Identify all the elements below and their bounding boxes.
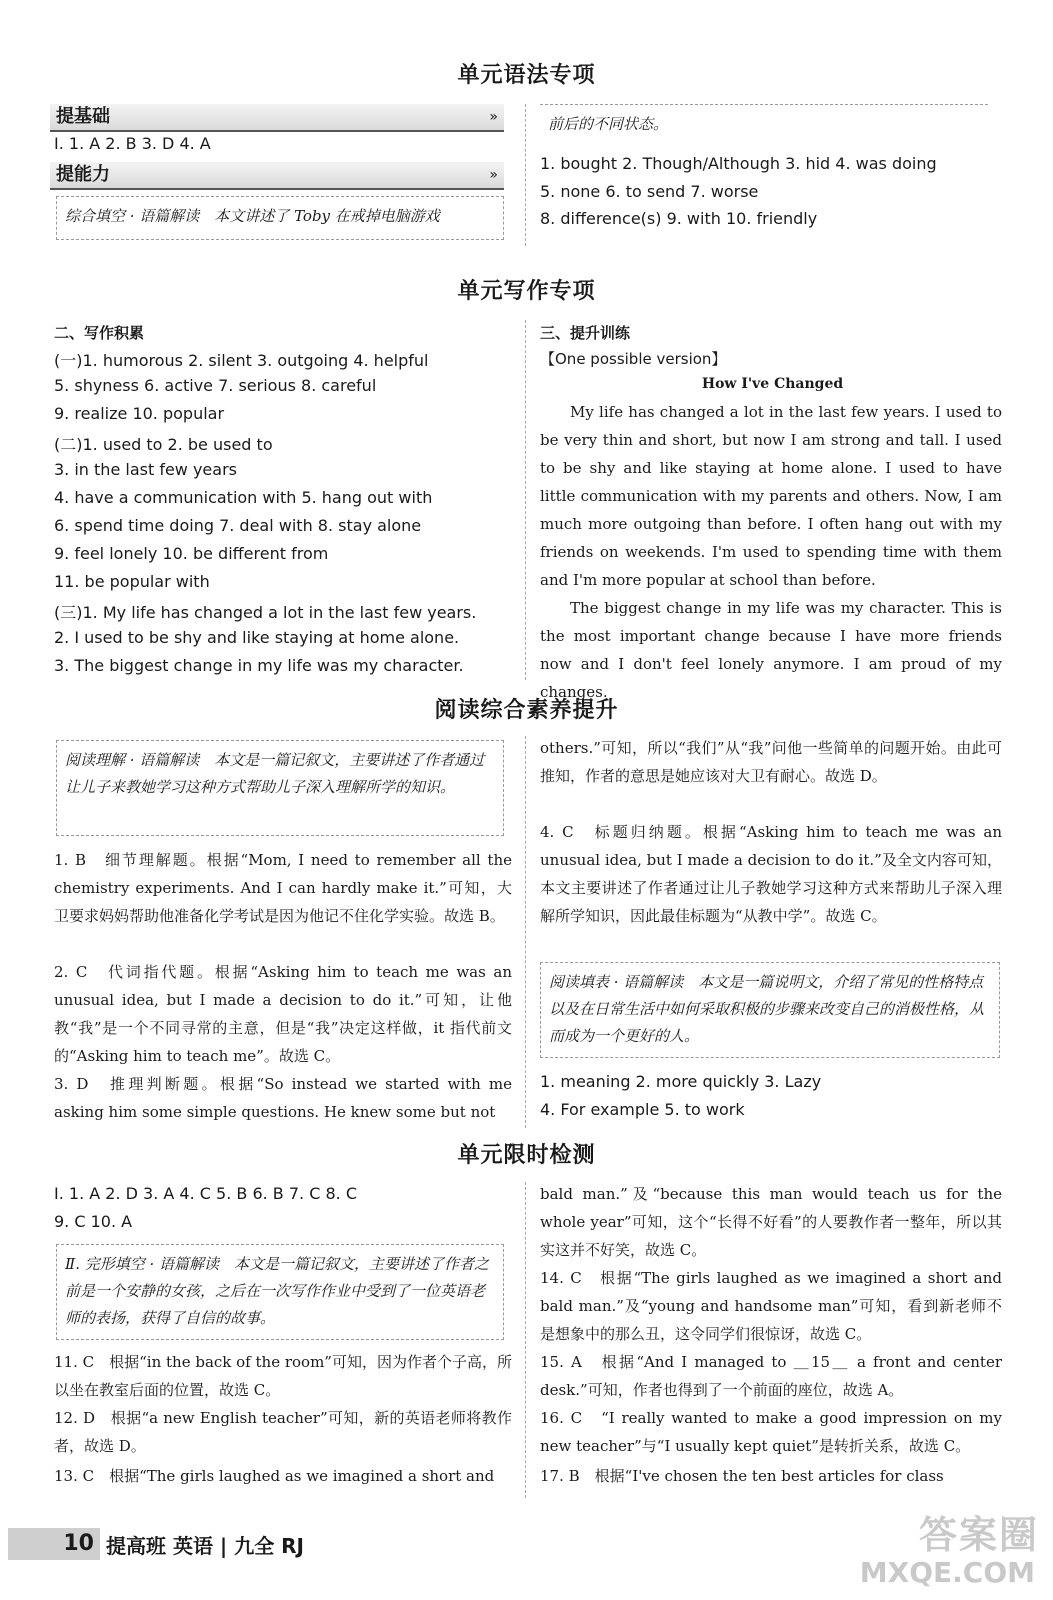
column-divider bbox=[525, 320, 526, 680]
watermark-url: MXQE.COM bbox=[859, 1556, 1035, 1589]
essay-title: How I've Changed bbox=[701, 376, 844, 392]
section-title-test: 单元限时检测 bbox=[457, 1142, 596, 1168]
test-answers-1: Ⅰ. 1. A 2. D 3. A 4. C 5. B 6. B 7. C 8. C bbox=[54, 1184, 357, 1203]
writing-line: 5. shyness 6. active 7. serious 8. careful bbox=[54, 376, 377, 395]
reading-note-1: 阅读理解 · 语篇解读 本文是一篇记叙文，主要讲述了作者通过让儿子来教她学习这种方式帮助儿子深入理解所学的知识。 bbox=[56, 740, 504, 836]
writing-line: (三)1. My life has changed a lot in the last few years. bbox=[54, 603, 477, 622]
reading-answer-3-cont: others.”可知，所以“我们”从“我”问他一些简单的问题开始。由此可推知，作者的意思是她应该对大卫有耐心。故选 D。 bbox=[540, 739, 1002, 785]
reading-fill-2: 4. For example 5. to work bbox=[540, 1100, 745, 1119]
writing-line: 3. in the last few years bbox=[54, 460, 237, 479]
chevron-right-icon: » bbox=[489, 109, 498, 125]
column-divider bbox=[525, 1182, 526, 1498]
writing-heading-left: 二、写作积累 bbox=[54, 324, 145, 342]
test-answer-11: 11. C 根据“in the back of the room”可知，因为作者个子高，所以坐在教室后面的位置，故选 C。 bbox=[54, 1353, 512, 1399]
grammar-right-2: 5. none 6. to send 7. worse bbox=[540, 182, 759, 201]
writing-line: 4. have a communication with 5. hang out with bbox=[54, 488, 433, 507]
section-title-grammar: 单元语法专项 bbox=[457, 62, 596, 88]
jichu-label: 提基础 bbox=[56, 106, 110, 127]
column-divider bbox=[525, 736, 526, 1128]
nengli-label: 提能力 bbox=[56, 164, 110, 185]
footer-text: 提高班 英语 | 九全 RJ bbox=[106, 1534, 304, 1558]
writing-line: 9. realize 10. popular bbox=[54, 404, 225, 423]
reading-answer-1: 1. B 细节理解题。根据“Mom, I need to remember all the chemistry experiments. And I can hardly make it.”可知，大卫要求妈妈帮助他准备化学考试是因为他记不住化学实验。故选 B。 bbox=[54, 851, 512, 925]
grammar-right-note: 前后的不同状态。 bbox=[540, 104, 988, 144]
grammar-right-3: 8. difference(s) 9. with 10. friendly bbox=[540, 209, 818, 228]
chevron-right-icon: » bbox=[489, 167, 498, 183]
watermark-logo: 答案圈 bbox=[918, 1513, 1039, 1557]
section-title-reading: 阅读综合素养提升 bbox=[434, 697, 619, 723]
possible-version-label: 【One possible version】 bbox=[540, 350, 727, 368]
test-note: Ⅱ. 完形填空 · 语篇解读 本文是一篇记叙文，主要讲述了作者之前是一个安静的女孩，之后在一次写作作业中受到了一位英语老师的表扬，获得了自信的故事。 bbox=[56, 1244, 504, 1340]
nengli-header bbox=[50, 162, 504, 190]
writing-line: 3. The biggest change in my life was my character. bbox=[54, 656, 464, 675]
grammar-answers-1: Ⅰ. 1. A 2. B 3. D 4. A bbox=[54, 134, 211, 153]
page-number: 10 bbox=[8, 1528, 100, 1560]
reading-fill-1: 1. meaning 2. more quickly 3. Lazy bbox=[540, 1072, 822, 1091]
reading-answer-3: 3. D 推理判断题。根据“So instead we started with me asking him some simple questions. He knew some but not bbox=[54, 1075, 512, 1121]
test-answer-12: 12. D 根据“a new English teacher”可知，新的英语老师将教作者，故选 D。 bbox=[54, 1409, 512, 1455]
writing-line: 9. feel lonely 10. be different from bbox=[54, 544, 329, 563]
column-divider bbox=[525, 104, 526, 246]
test-answer-14: 14. C 根据“The girls laughed as we imagined a short and bald man.”及“young and handsome man”可知，看到新老师不是想象中的那么丑，这令同学们很惊讶，故选 C。 bbox=[540, 1269, 1002, 1343]
test-answer-13-cont: bald man.”及“because this man would teach us for the whole year”可知，这个“长得不好看”的人要教作者一整年，所以其实这并不好笑，故选 C。 bbox=[540, 1185, 1002, 1259]
reading-answer-2: 2. C 代词指代题。根据“Asking him to teach me was an unusual idea, but I made a decision to do it.”可知，让他教“我”是一个不同寻常的主意，但是“我”决定这样做，it 指代前文的“Asking him to teach me”。故选 C。 bbox=[54, 963, 512, 1065]
writing-line: (一)1. humorous 2. silent 3. outgoing 4. helpful bbox=[54, 351, 429, 370]
test-answers-2: 9. C 10. A bbox=[54, 1212, 133, 1231]
essay-paragraph-2: The biggest change in my life was my character. This is the most important change because I have more friends now and I don't feel lonely anymore. I am proud of my changes. bbox=[540, 599, 1002, 701]
test-answer-16: 16. C “I really wanted to make a good impression on my new teacher”与“I usually kept quiet”是转折关系，故选 C。 bbox=[540, 1409, 1002, 1455]
writing-line: 11. be popular with bbox=[54, 572, 210, 591]
reading-note-2: 阅读填表 · 语篇解读 本文是一篇说明文，介绍了常见的性格特点以及在日常生活中如何采取积极的步骤来改变自己的消极性格，从而成为一个更好的人。 bbox=[540, 962, 1000, 1058]
writing-heading-right: 三、提升训练 bbox=[540, 324, 631, 342]
writing-line: 6. spend time doing 7. deal with 8. stay alone bbox=[54, 516, 422, 535]
grammar-right-1: 1. bought 2. Though/Although 3. hid 4. was doing bbox=[540, 154, 937, 173]
essay-paragraph-1: My life has changed a lot in the last few years. I used to be very thin and short, but now I am strong and tall. I used to be shy and like staying at home alone. I used to have little communication with my parents and others. Now, I am much more outgoing than before. I often hang out with my friends on weekends. I'm used to spending time with them and I'm more popular at school than before. bbox=[540, 403, 1002, 589]
section-title-writing: 单元写作专项 bbox=[457, 278, 596, 304]
writing-line: 2. I used to be shy and like staying at home alone. bbox=[54, 628, 460, 647]
test-answer-13: 13. C 根据“The girls laughed as we imagined a short and bbox=[54, 1467, 495, 1485]
test-answer-17: 17. B 根据“I've chosen the ten best articles for class bbox=[540, 1467, 944, 1485]
test-answer-15: 15. A 根据“And I managed to ＿15＿ a front and center desk.”可知，作者也得到了一个前面的座位，故选 A。 bbox=[540, 1353, 1002, 1399]
jichu-header bbox=[50, 104, 504, 132]
grammar-note: 综合填空 · 语篇解读 本文讲述了 Toby 在戒掉电脑游戏 bbox=[56, 196, 504, 240]
writing-line: (二)1. used to 2. be used to bbox=[54, 435, 273, 454]
reading-answer-4: 4. C 标题归纳题。根据“Asking him to teach me was an unusual idea, but I made a decision to do it.”及全文内容可知，本文主要讲述了作者通过让儿子教她学习这种方式来帮助儿子深入理解所学知识，因此最佳标题为“从教中学”。故选 C。 bbox=[540, 823, 1002, 925]
